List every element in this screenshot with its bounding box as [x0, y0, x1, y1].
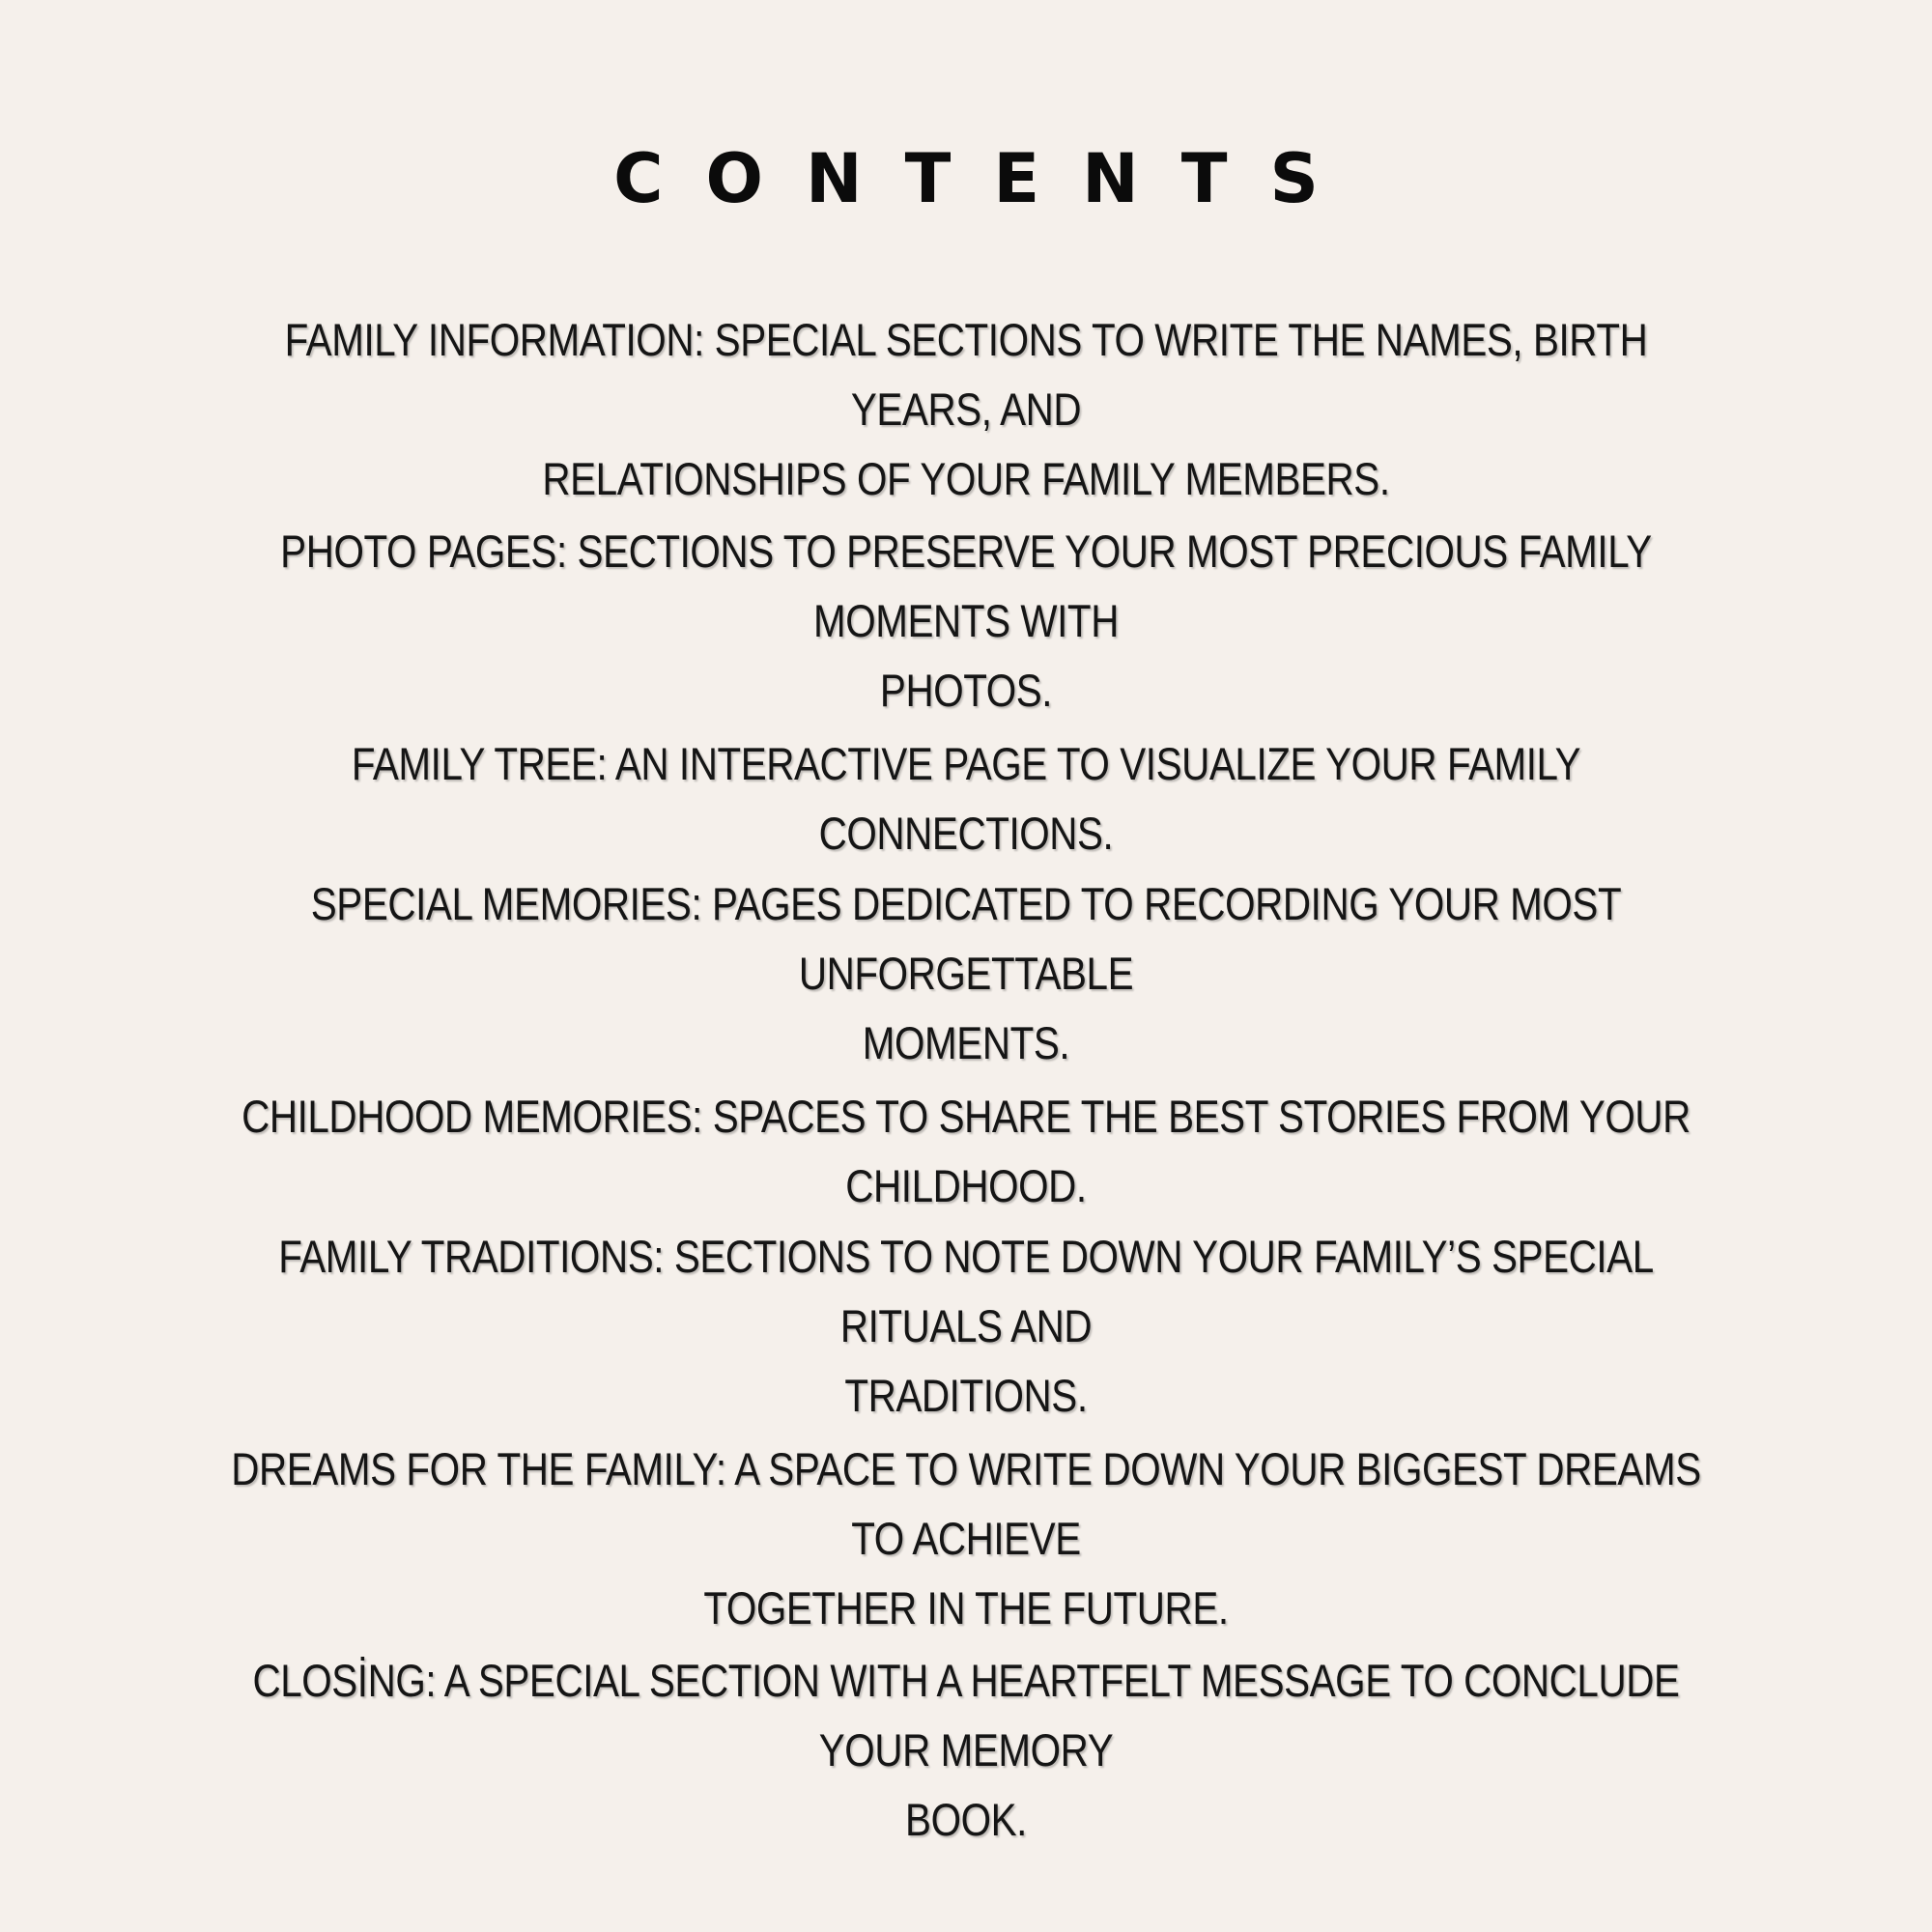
- contents-item-line: CHILDHOOD MEMORIES: SPACES TO SHARE THE BEST STORIES FROM YOUR CHILDHOOD.: [242, 1091, 1690, 1211]
- contents-item-photo-pages: [210, 517, 1721, 725]
- contents-item-childhood-memories: [210, 1082, 1721, 1221]
- contents-item-family-information: [210, 305, 1721, 514]
- contents-item-closing: [210, 1646, 1721, 1855]
- page-title: CONTENTS: [613, 139, 1361, 218]
- contents-item-line: TOGETHER IN THE FUTURE.: [703, 1582, 1229, 1634]
- contents-item-line: RELATIONSHIPS OF YOUR FAMILY MEMBERS.: [542, 453, 1390, 504]
- contents-item-line: MOMENTS.: [862, 1017, 1070, 1068]
- contents-item-special-memories: [210, 869, 1721, 1078]
- contents-item-line: BOOK.: [905, 1794, 1027, 1845]
- contents-item-line: TRADITIONS.: [844, 1370, 1088, 1421]
- contents-item-line: FAMILY INFORMATION: SPECIAL SECTIONS TO WRITE THE NAMES, BIRTH YEARS, AND: [284, 314, 1648, 435]
- contents-item-line: CLOSİNG: A SPECIAL SECTION WITH A HEARTFELT MESSAGE TO CONCLUDE YOUR MEMORY: [252, 1655, 1680, 1776]
- contents-item-line: PHOTOS.: [879, 665, 1053, 716]
- contents-item-line: FAMILY TRADITIONS: SECTIONS TO NOTE DOWN YOUR FAMILY’S SPECIAL RITUALS AND: [278, 1231, 1654, 1351]
- contents-item-line: SPECIAL MEMORIES: PAGES DEDICATED TO RECORDING YOUR MOST UNFORGETTABLE: [310, 878, 1622, 999]
- contents-item-line: PHOTO PAGES: SECTIONS TO PRESERVE YOUR MOST PRECIOUS FAMILY MOMENTS WITH: [280, 526, 1652, 646]
- contents-item-family-tree: [210, 729, 1721, 868]
- contents-item-dreams-for-the-family: [210, 1435, 1721, 1643]
- contents-item-line: FAMILY TREE: AN INTERACTIVE PAGE TO VISUALIZE YOUR FAMILY CONNECTIONS.: [351, 738, 1581, 859]
- contents-item-family-traditions: [210, 1222, 1721, 1431]
- contents-item-line: DREAMS FOR THE FAMILY: A SPACE TO WRITE DOWN YOUR BIGGEST DREAMS TO ACHIEVE: [231, 1443, 1701, 1564]
